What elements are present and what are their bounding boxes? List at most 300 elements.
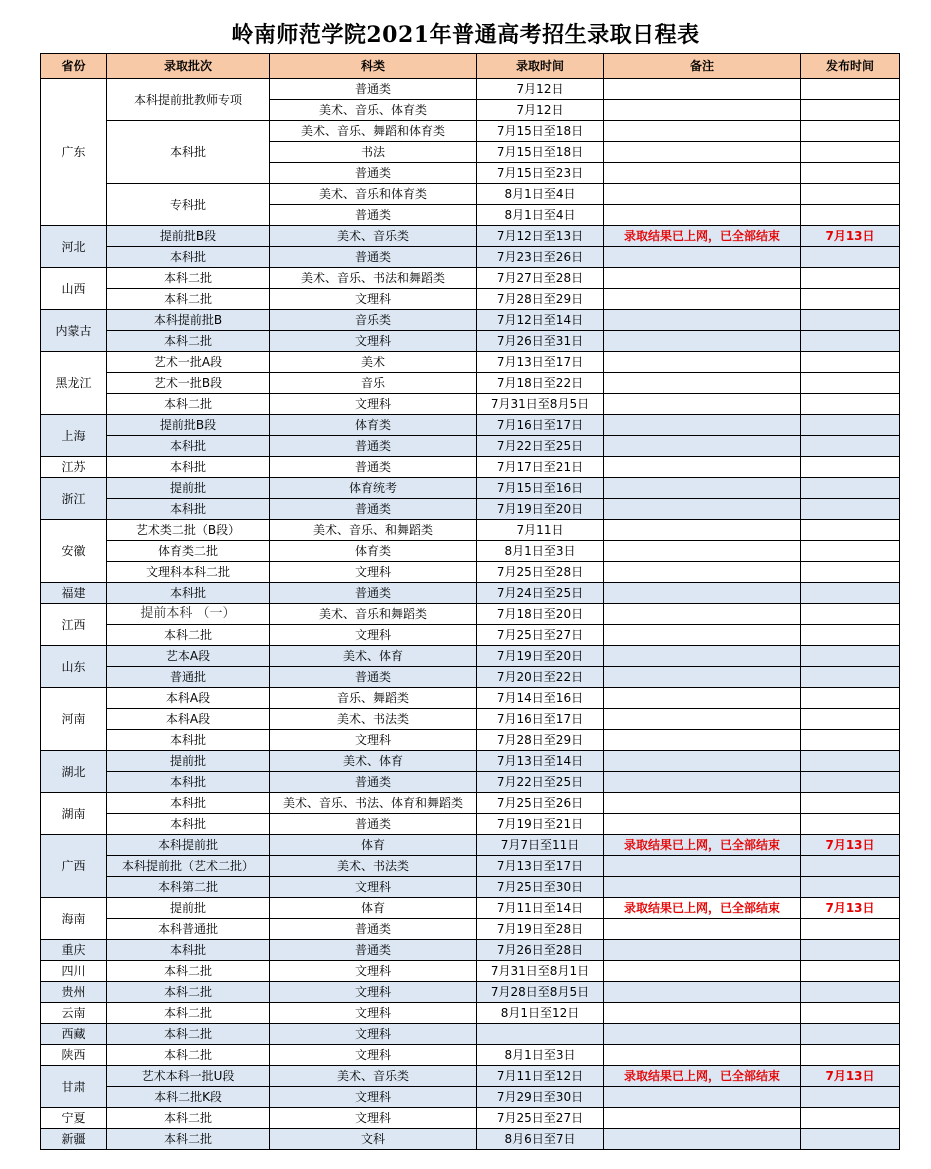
table-row — [41, 793, 900, 814]
category-cell: 美术、书法类 — [270, 709, 477, 730]
batch-cell: 本科批 — [107, 247, 270, 268]
admission-time-cell: 7月19日至20日 — [477, 499, 604, 520]
publish-time-cell — [801, 1087, 900, 1108]
publish-time-cell — [801, 520, 900, 541]
admission-time-cell: 7月19日至20日 — [477, 646, 604, 667]
remarks-cell — [604, 1024, 801, 1045]
publish-time-cell — [801, 541, 900, 562]
category-cell: 文理科 — [270, 1087, 477, 1108]
publish-time-cell — [801, 205, 900, 226]
admission-time-cell: 7月29日至30日 — [477, 1087, 604, 1108]
admission-time-cell: 7月19日至21日 — [477, 814, 604, 835]
publish-time-cell: 7月13日 — [801, 835, 900, 856]
province-cell: 黑龙江 — [41, 352, 107, 415]
admission-time-cell: 7月25日至27日 — [477, 625, 604, 646]
publish-time-cell — [801, 373, 900, 394]
admission-time-cell: 7月14日至16日 — [477, 688, 604, 709]
admission-time-cell: 7月12日至14日 — [477, 310, 604, 331]
admission-time-cell: 7月27日至28日 — [477, 268, 604, 289]
batch-cell: 提前批B段 — [107, 415, 270, 436]
table-row — [41, 499, 900, 520]
table-row — [41, 940, 900, 961]
admission-time-cell: 8月1日至4日 — [477, 205, 604, 226]
table-row — [41, 1003, 900, 1024]
category-cell: 普通类 — [270, 163, 477, 184]
remarks-cell — [604, 289, 801, 310]
province-cell: 四川 — [41, 961, 107, 982]
remarks-cell — [604, 79, 801, 100]
admission-time-cell: 7月18日至20日 — [477, 604, 604, 625]
remarks-cell — [604, 1045, 801, 1066]
header-remarks: 备注 — [604, 54, 801, 79]
remarks-cell — [604, 373, 801, 394]
table-row — [41, 1087, 900, 1108]
category-cell: 普通类 — [270, 457, 477, 478]
publish-time-cell — [801, 772, 900, 793]
batch-cell: 本科提前批教师专项 — [107, 79, 270, 121]
remarks-cell — [604, 1108, 801, 1129]
admission-time-cell: 7月13日至17日 — [477, 856, 604, 877]
admission-time-cell — [477, 1024, 604, 1045]
remarks-cell — [604, 667, 801, 688]
remarks-cell: 录取结果已上网，已全部结束 — [604, 1066, 801, 1087]
remarks-cell — [604, 478, 801, 499]
table-row — [41, 604, 900, 625]
category-cell: 音乐 — [270, 373, 477, 394]
table-row — [41, 751, 900, 772]
table-row — [41, 730, 900, 751]
table-row — [41, 436, 900, 457]
province-cell: 海南 — [41, 898, 107, 940]
publish-time-cell — [801, 814, 900, 835]
publish-time-cell — [801, 688, 900, 709]
publish-time-cell — [801, 457, 900, 478]
admission-time-cell: 7月13日至14日 — [477, 751, 604, 772]
header-admission-time: 录取时间 — [477, 54, 604, 79]
table-row — [41, 331, 900, 352]
admission-time-cell: 7月25日至28日 — [477, 562, 604, 583]
remarks-cell: 录取结果已上网，已全部结束 — [604, 835, 801, 856]
remarks-cell — [604, 856, 801, 877]
remarks-cell — [604, 268, 801, 289]
header-batch: 录取批次 — [107, 54, 270, 79]
category-cell: 美术、体育 — [270, 751, 477, 772]
remarks-cell — [604, 688, 801, 709]
category-cell: 音乐、舞蹈类 — [270, 688, 477, 709]
province-cell: 新疆 — [41, 1129, 107, 1150]
batch-cell: 本科二批 — [107, 1003, 270, 1024]
publish-time-cell — [801, 919, 900, 940]
publish-time-cell — [801, 184, 900, 205]
remarks-cell — [604, 163, 801, 184]
remarks-cell: 录取结果已上网，已全部结束 — [604, 898, 801, 919]
remarks-cell — [604, 961, 801, 982]
batch-cell: 本科二批 — [107, 1129, 270, 1150]
admission-time-cell: 7月28日至8月5日 — [477, 982, 604, 1003]
publish-time-cell — [801, 982, 900, 1003]
category-cell: 文理科 — [270, 877, 477, 898]
admission-time-cell: 7月31日至8月5日 — [477, 394, 604, 415]
admission-time-cell: 7月7日至11日 — [477, 835, 604, 856]
table-row — [41, 121, 900, 142]
remarks-cell — [604, 583, 801, 604]
table-body — [41, 79, 900, 1150]
publish-time-cell — [801, 415, 900, 436]
province-cell: 重庆 — [41, 940, 107, 961]
remarks-cell — [604, 100, 801, 121]
publish-time-cell — [801, 625, 900, 646]
publish-time-cell: 7月13日 — [801, 226, 900, 247]
table-row — [41, 247, 900, 268]
remarks-cell — [604, 604, 801, 625]
category-cell: 美术、音乐、舞蹈和体育类 — [270, 121, 477, 142]
batch-cell: 本科批 — [107, 583, 270, 604]
remarks-cell — [604, 205, 801, 226]
batch-cell: 本科批 — [107, 730, 270, 751]
table-row — [41, 541, 900, 562]
remarks-cell — [604, 709, 801, 730]
admission-time-cell: 7月12日 — [477, 100, 604, 121]
admission-time-cell: 7月11日至12日 — [477, 1066, 604, 1087]
batch-cell: 专科批 — [107, 184, 270, 226]
publish-time-cell — [801, 289, 900, 310]
batch-cell: 本科提前批（艺术二批） — [107, 856, 270, 877]
admission-time-cell: 7月15日至18日 — [477, 121, 604, 142]
remarks-cell — [604, 394, 801, 415]
publish-time-cell — [801, 604, 900, 625]
category-cell: 美术、音乐、和舞蹈类 — [270, 520, 477, 541]
remarks-cell — [604, 310, 801, 331]
table-row — [41, 1129, 900, 1150]
remarks-cell — [604, 1003, 801, 1024]
batch-cell: 提前批 — [107, 478, 270, 499]
admission-time-cell: 7月22日至25日 — [477, 436, 604, 457]
admission-time-cell: 7月25日至30日 — [477, 877, 604, 898]
publish-time-cell — [801, 499, 900, 520]
remarks-cell — [604, 919, 801, 940]
batch-cell: 本科批 — [107, 499, 270, 520]
batch-cell: 本科二批 — [107, 1024, 270, 1045]
table-row — [41, 289, 900, 310]
remarks-cell — [604, 457, 801, 478]
table-row — [41, 814, 900, 835]
admission-time-cell: 7月15日至18日 — [477, 142, 604, 163]
admission-time-cell: 7月25日至27日 — [477, 1108, 604, 1129]
province-cell: 上海 — [41, 415, 107, 457]
batch-cell: 本科批 — [107, 436, 270, 457]
admission-time-cell: 7月28日至29日 — [477, 730, 604, 751]
table-row — [41, 457, 900, 478]
admission-time-cell: 7月15日至23日 — [477, 163, 604, 184]
batch-cell: 本科第二批 — [107, 877, 270, 898]
category-cell: 美术、音乐和体育类 — [270, 184, 477, 205]
province-cell: 安徽 — [41, 520, 107, 583]
category-cell: 美术、音乐、书法、体育和舞蹈类 — [270, 793, 477, 814]
batch-cell: 体育类二批 — [107, 541, 270, 562]
category-cell: 文理科 — [270, 1003, 477, 1024]
province-cell: 内蒙古 — [41, 310, 107, 352]
batch-cell: 提前批B段 — [107, 226, 270, 247]
publish-time-cell — [801, 247, 900, 268]
category-cell: 书法 — [270, 142, 477, 163]
province-cell: 山东 — [41, 646, 107, 688]
category-cell: 文理科 — [270, 331, 477, 352]
batch-cell: 本科二批 — [107, 1108, 270, 1129]
batch-cell: 艺术类二批（B段） — [107, 520, 270, 541]
admission-time-cell: 7月12日至13日 — [477, 226, 604, 247]
remarks-cell — [604, 436, 801, 457]
batch-cell: 本科二批K段 — [107, 1087, 270, 1108]
admission-time-cell: 7月20日至22日 — [477, 667, 604, 688]
category-cell: 文理科 — [270, 1108, 477, 1129]
category-cell: 文理科 — [270, 394, 477, 415]
batch-cell: 本科二批 — [107, 1045, 270, 1066]
province-cell: 广西 — [41, 835, 107, 898]
remarks-cell — [604, 247, 801, 268]
publish-time-cell: 7月13日 — [801, 898, 900, 919]
province-cell: 贵州 — [41, 982, 107, 1003]
remarks-cell — [604, 982, 801, 1003]
table-row — [41, 688, 900, 709]
publish-time-cell — [801, 79, 900, 100]
table-row — [41, 877, 900, 898]
table-row — [41, 583, 900, 604]
category-cell: 普通类 — [270, 814, 477, 835]
table-row — [41, 394, 900, 415]
table-row — [41, 961, 900, 982]
admission-time-cell: 7月26日至31日 — [477, 331, 604, 352]
province-cell: 福建 — [41, 583, 107, 604]
remarks-cell — [604, 499, 801, 520]
publish-time-cell — [801, 940, 900, 961]
category-cell: 文理科 — [270, 289, 477, 310]
remarks-cell — [604, 730, 801, 751]
table-row — [41, 982, 900, 1003]
admission-time-cell: 8月1日至4日 — [477, 184, 604, 205]
table-row — [41, 478, 900, 499]
category-cell: 文科 — [270, 1129, 477, 1150]
publish-time-cell — [801, 856, 900, 877]
province-cell: 河南 — [41, 688, 107, 751]
remarks-cell — [604, 793, 801, 814]
category-cell: 普通类 — [270, 205, 477, 226]
category-cell: 美术、音乐类 — [270, 226, 477, 247]
province-cell: 湖北 — [41, 751, 107, 793]
table-header-row — [41, 54, 900, 79]
batch-cell: 普通批 — [107, 667, 270, 688]
category-cell: 体育统考 — [270, 478, 477, 499]
table-row — [41, 268, 900, 289]
batch-cell: 本科A段 — [107, 688, 270, 709]
batch-cell: 文理科本科二批 — [107, 562, 270, 583]
table-row — [41, 898, 900, 919]
batch-cell: 本科二批 — [107, 331, 270, 352]
category-cell: 文理科 — [270, 961, 477, 982]
admission-time-cell: 7月11日至14日 — [477, 898, 604, 919]
publish-time-cell — [801, 583, 900, 604]
batch-cell: 本科二批 — [107, 982, 270, 1003]
publish-time-cell — [801, 562, 900, 583]
batch-cell: 提前批 — [107, 898, 270, 919]
batch-cell: 本科批 — [107, 814, 270, 835]
category-cell: 普通类 — [270, 79, 477, 100]
publish-time-cell — [801, 1129, 900, 1150]
admission-time-cell: 7月25日至26日 — [477, 793, 604, 814]
publish-time-cell — [801, 352, 900, 373]
category-cell: 文理科 — [270, 1045, 477, 1066]
table-row — [41, 562, 900, 583]
province-cell: 浙江 — [41, 478, 107, 520]
admission-time-cell: 7月28日至29日 — [477, 289, 604, 310]
publish-time-cell — [801, 436, 900, 457]
table-row — [41, 1045, 900, 1066]
province-cell: 甘肃 — [41, 1066, 107, 1108]
header-publish-time: 发布时间 — [801, 54, 900, 79]
remarks-cell — [604, 121, 801, 142]
remarks-cell — [604, 331, 801, 352]
admission-time-cell: 7月23日至26日 — [477, 247, 604, 268]
publish-time-cell — [801, 667, 900, 688]
publish-time-cell — [801, 100, 900, 121]
admission-time-cell: 7月22日至25日 — [477, 772, 604, 793]
category-cell: 文理科 — [270, 982, 477, 1003]
batch-cell: 本科提前批B — [107, 310, 270, 331]
remarks-cell: 录取结果已上网，已全部结束 — [604, 226, 801, 247]
table-row — [41, 352, 900, 373]
publish-time-cell — [801, 331, 900, 352]
remarks-cell — [604, 352, 801, 373]
batch-cell: 艺本A段 — [107, 646, 270, 667]
province-cell: 江苏 — [41, 457, 107, 478]
table-row — [41, 646, 900, 667]
publish-time-cell — [801, 142, 900, 163]
remarks-cell — [604, 814, 801, 835]
batch-cell: 本科二批 — [107, 394, 270, 415]
table-row — [41, 415, 900, 436]
publish-time-cell — [801, 1003, 900, 1024]
province-cell: 西藏 — [41, 1024, 107, 1045]
table-row — [41, 1108, 900, 1129]
remarks-cell — [604, 541, 801, 562]
table-row — [41, 184, 900, 205]
publish-time-cell — [801, 268, 900, 289]
header-category: 科类 — [270, 54, 477, 79]
batch-cell: 本科二批 — [107, 289, 270, 310]
category-cell: 普通类 — [270, 667, 477, 688]
table-row — [41, 520, 900, 541]
publish-time-cell — [801, 121, 900, 142]
publish-time-cell — [801, 709, 900, 730]
remarks-cell — [604, 625, 801, 646]
batch-cell: 本科二批 — [107, 625, 270, 646]
table-row — [41, 625, 900, 646]
publish-time-cell — [801, 1108, 900, 1129]
category-cell: 音乐类 — [270, 310, 477, 331]
province-cell: 河北 — [41, 226, 107, 268]
admission-time-cell: 8月6日至7日 — [477, 1129, 604, 1150]
table-row — [41, 1024, 900, 1045]
table-row — [41, 772, 900, 793]
category-cell: 普通类 — [270, 919, 477, 940]
category-cell: 文理科 — [270, 625, 477, 646]
category-cell: 普通类 — [270, 499, 477, 520]
batch-cell: 本科批 — [107, 457, 270, 478]
admission-time-cell: 8月1日至12日 — [477, 1003, 604, 1024]
province-cell: 宁夏 — [41, 1108, 107, 1129]
province-cell: 陕西 — [41, 1045, 107, 1066]
province-cell: 湖南 — [41, 793, 107, 835]
admission-time-cell: 7月16日至17日 — [477, 709, 604, 730]
admission-time-cell: 7月31日至8月1日 — [477, 961, 604, 982]
category-cell: 美术、书法类 — [270, 856, 477, 877]
category-cell: 美术 — [270, 352, 477, 373]
province-cell: 广东 — [41, 79, 107, 226]
category-cell: 美术、音乐、体育类 — [270, 100, 477, 121]
category-cell: 文理科 — [270, 1024, 477, 1045]
batch-cell: 本科批 — [107, 121, 270, 184]
category-cell: 文理科 — [270, 730, 477, 751]
remarks-cell — [604, 751, 801, 772]
admission-time-cell: 7月12日 — [477, 79, 604, 100]
publish-time-cell — [801, 961, 900, 982]
category-cell: 体育类 — [270, 541, 477, 562]
remarks-cell — [604, 415, 801, 436]
batch-cell: 本科提前批 — [107, 835, 270, 856]
batch-cell: 本科普通批 — [107, 919, 270, 940]
table-row — [41, 919, 900, 940]
remarks-cell — [604, 772, 801, 793]
batch-cell: 艺术一批A段 — [107, 352, 270, 373]
admission-time-cell: 7月26日至28日 — [477, 940, 604, 961]
remarks-cell — [604, 877, 801, 898]
publish-time-cell — [801, 793, 900, 814]
batch-cell: 本科A段 — [107, 709, 270, 730]
category-cell: 美术、音乐、书法和舞蹈类 — [270, 268, 477, 289]
table-row — [41, 667, 900, 688]
publish-time-cell — [801, 751, 900, 772]
admission-time-cell: 7月15日至16日 — [477, 478, 604, 499]
remarks-cell — [604, 562, 801, 583]
admission-time-cell: 7月24日至25日 — [477, 583, 604, 604]
remarks-cell — [604, 520, 801, 541]
admission-time-cell: 8月1日至3日 — [477, 541, 604, 562]
category-cell: 普通类 — [270, 583, 477, 604]
publish-time-cell — [801, 310, 900, 331]
admission-time-cell: 7月17日至21日 — [477, 457, 604, 478]
table-row — [41, 1066, 900, 1087]
admission-time-cell: 7月18日至22日 — [477, 373, 604, 394]
remarks-cell — [604, 940, 801, 961]
admission-time-cell: 7月11日 — [477, 520, 604, 541]
batch-cell: 本科二批 — [107, 268, 270, 289]
category-cell: 体育 — [270, 898, 477, 919]
category-cell: 美术、音乐类 — [270, 1066, 477, 1087]
remarks-cell — [604, 646, 801, 667]
admission-schedule-table — [40, 53, 900, 1150]
publish-time-cell — [801, 730, 900, 751]
category-cell: 体育 — [270, 835, 477, 856]
batch-cell: 本科批 — [107, 772, 270, 793]
category-cell: 普通类 — [270, 247, 477, 268]
batch-cell: 提前本科 （一） — [107, 604, 270, 625]
publish-time-cell — [801, 163, 900, 184]
table-row — [41, 373, 900, 394]
publish-time-cell: 7月13日 — [801, 1066, 900, 1087]
category-cell: 文理科 — [270, 562, 477, 583]
province-cell: 山西 — [41, 268, 107, 310]
header-province: 省份 — [41, 54, 107, 79]
table-row — [41, 79, 900, 100]
